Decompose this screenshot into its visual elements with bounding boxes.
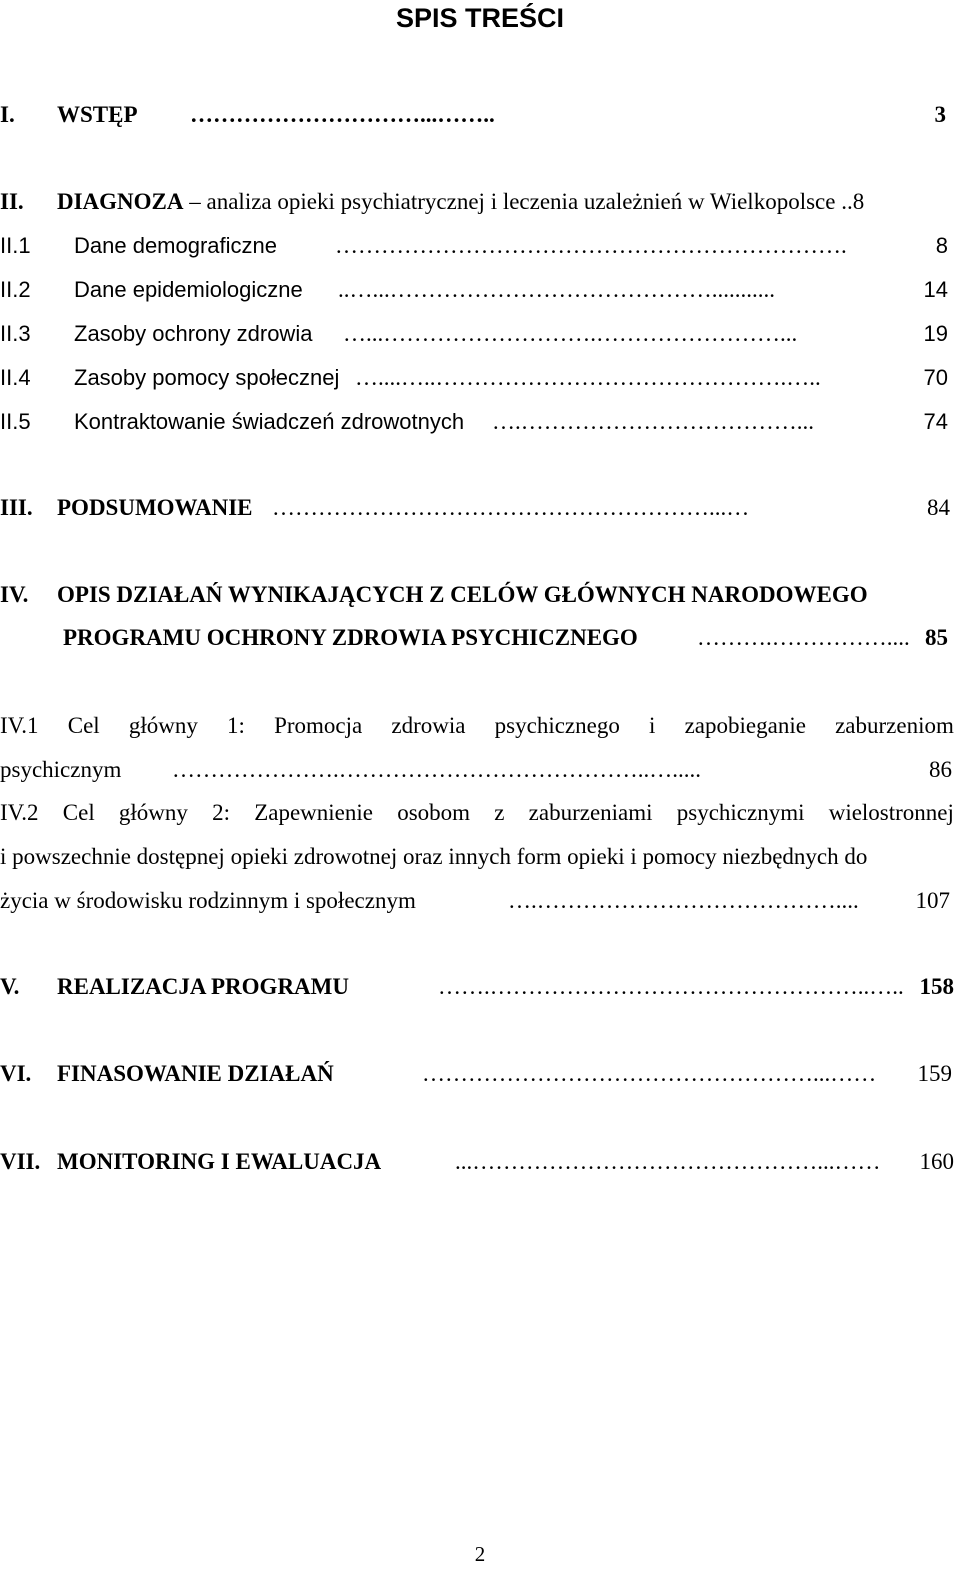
toc-number: II. xyxy=(0,189,24,214)
toc-entry-i[interactable] xyxy=(0,99,960,131)
toc-page: 84 xyxy=(927,495,950,520)
toc-word: zaburzeniom xyxy=(835,713,954,738)
toc-number: V. xyxy=(0,974,20,999)
toc-entry-v[interactable] xyxy=(0,971,960,1003)
toc-dots: ….………………………………….... xyxy=(508,888,859,913)
toc-word: 1: xyxy=(227,713,245,738)
toc-label-line2: PROGRAMU OCHRONY ZDROWIA PSYCHICZNEGO xyxy=(63,625,638,650)
toc-label: FINASOWANIE DZIAŁAŃ xyxy=(57,1061,334,1086)
toc-word: Cel xyxy=(62,800,95,825)
toc-dots: …….…………………………………………..….. xyxy=(438,974,904,999)
toc-dots: …………………………………………………...… xyxy=(272,495,750,520)
toc-page: 85 xyxy=(925,625,948,650)
toc-label: DIAGNOZA xyxy=(57,189,184,214)
toc-entry-iv1-cont[interactable] xyxy=(0,754,960,786)
toc-page: 70 xyxy=(923,365,948,390)
toc-entry-ii2[interactable] xyxy=(0,274,960,306)
toc-dots: ..…...……………………………………........... xyxy=(338,277,775,302)
toc-word: z xyxy=(494,800,505,825)
toc-number: VII. xyxy=(0,1149,41,1174)
toc-label-line3: życia w środowisku rodzinnym i społecznym xyxy=(0,888,416,913)
toc-number: IV. xyxy=(0,582,29,607)
toc-label: Zasoby pomocy społecznej xyxy=(74,365,340,390)
toc-word: i xyxy=(649,713,656,738)
toc-label: Zasoby ochrony zdrowia xyxy=(74,321,313,346)
toc-page: 86 xyxy=(929,757,952,782)
toc-word: wielostronnej xyxy=(828,800,954,825)
toc-label-rest: – analiza opieki psychiatrycznej i leczenia uzależnień w Wielkopolsce ..8 xyxy=(183,189,865,214)
toc-page: 74 xyxy=(923,409,948,434)
toc-word: psychicznymi xyxy=(676,800,805,825)
toc-word: Cel xyxy=(67,713,100,738)
page-number: 2 xyxy=(474,1542,486,1566)
toc-entry-iv2-cont[interactable] xyxy=(0,841,960,873)
toc-entry-iv[interactable] xyxy=(0,579,960,611)
toc-number: II.1 xyxy=(0,233,31,258)
toc-page: 19 xyxy=(923,321,948,346)
toc-entry-vi[interactable] xyxy=(0,1058,960,1090)
toc-dots: ……….…………….... xyxy=(697,625,910,650)
toc-page: 158 xyxy=(919,974,954,999)
toc-page: 3 xyxy=(934,102,946,127)
toc-dots: ………………….…………………………………..…..... xyxy=(172,757,701,782)
toc-dots: …………………………...…….. xyxy=(190,102,495,127)
toc-dots: ...………………………………………...…… xyxy=(455,1149,881,1174)
toc-page: 8 xyxy=(935,233,948,258)
toc-dots: …...……………………….……………………... xyxy=(343,321,798,346)
toc-page: 160 xyxy=(919,1149,954,1174)
toc-number: VI. xyxy=(0,1061,32,1086)
toc-entry-iv-cont[interactable] xyxy=(0,622,960,654)
toc-word: zapobieganie xyxy=(684,713,806,738)
toc-label-line2: i powszechnie dostępnej opieki zdrowotnej oraz innych form opieki i pomocy niezbędnych do xyxy=(0,844,868,869)
toc-word: psychicznego xyxy=(494,713,620,738)
toc-word: zdrowia xyxy=(391,713,466,738)
toc-entry-ii[interactable] xyxy=(0,186,960,218)
toc-word: zaburzeniami xyxy=(528,800,653,825)
toc-entry-iv2-cont2[interactable] xyxy=(0,885,960,917)
toc-label: PODSUMOWANIE xyxy=(57,495,253,520)
toc-number: II.3 xyxy=(0,321,31,346)
toc-page: 14 xyxy=(923,277,948,302)
toc-number: IV.1 xyxy=(0,713,39,738)
toc-word: główny xyxy=(128,713,198,738)
toc-word: Zapewnienie xyxy=(254,800,373,825)
toc-number: III. xyxy=(0,495,33,520)
toc-label: Kontraktowanie świadczeń zdrowotnych xyxy=(74,409,465,434)
toc-label: OPIS DZIAŁAŃ WYNIKAJĄCYCH Z CELÓW GŁÓWNYCH NARODOWEGO xyxy=(57,582,868,607)
toc-dots: ……………………………………………...…… xyxy=(422,1061,877,1086)
toc-entry-vii[interactable] xyxy=(0,1146,960,1178)
toc-entry-ii1[interactable] xyxy=(0,230,960,262)
toc-number: II.5 xyxy=(0,409,31,434)
toc-label: WSTĘP xyxy=(57,102,138,127)
toc-label: Dane epidemiologiczne xyxy=(74,277,303,302)
toc-entry-iv1[interactable] xyxy=(0,710,954,742)
toc-dots: …....…..……………………………………….….. xyxy=(355,365,821,390)
toc-word: osobom xyxy=(397,800,471,825)
toc-label: MONITORING I EWALUACJA xyxy=(57,1149,382,1174)
toc-entry-ii3[interactable] xyxy=(0,318,960,350)
toc-dots: ….………………………………... xyxy=(492,409,814,434)
toc-dots: …………………………………………………………. xyxy=(335,233,847,258)
toc-word: Promocja xyxy=(274,713,363,738)
page-title: SPIS TREŚCI xyxy=(395,3,565,33)
toc-label: REALIZACJA PROGRAMU xyxy=(57,974,349,999)
toc-number: IV.2 xyxy=(0,800,39,825)
toc-number: II.2 xyxy=(0,277,31,302)
toc-word: główny xyxy=(118,800,188,825)
toc-page: 159 xyxy=(917,1061,952,1086)
toc-label-line2: psychicznym xyxy=(0,757,122,782)
toc-page: 107 xyxy=(915,888,950,913)
toc-number: I. xyxy=(0,102,15,127)
toc-number: II.4 xyxy=(0,365,31,390)
toc-entry-iii[interactable] xyxy=(0,492,960,524)
toc-word: 2: xyxy=(212,800,231,825)
toc-entry-ii4[interactable] xyxy=(0,362,960,394)
toc-label: Dane demograficzne xyxy=(74,233,278,258)
toc-entry-iv2[interactable] xyxy=(0,797,954,829)
toc-entry-ii5[interactable] xyxy=(0,406,960,438)
